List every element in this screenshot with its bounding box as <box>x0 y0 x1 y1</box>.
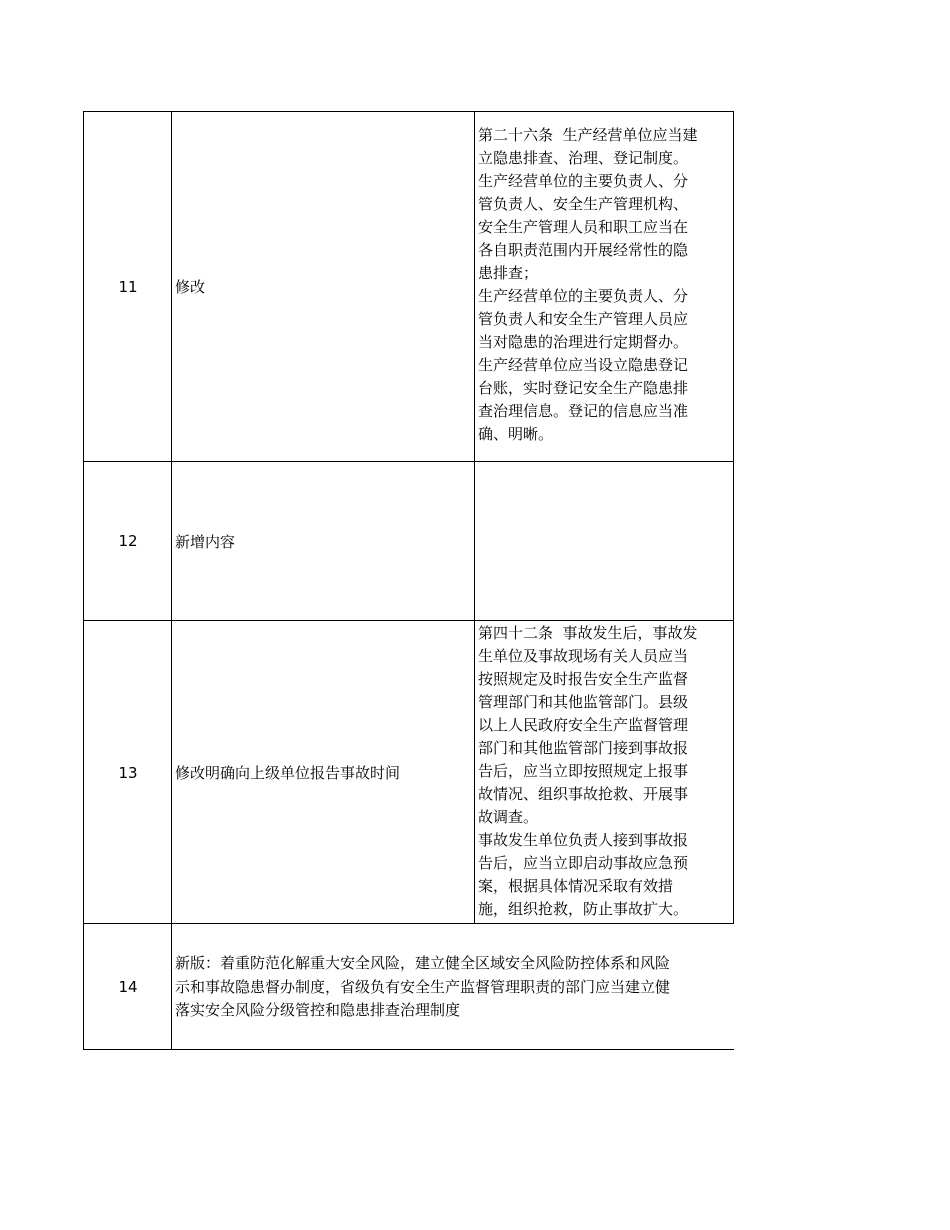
table-row-13 <box>83 620 734 924</box>
change-description: 修改明确向上级单位报告事故时间 <box>175 764 401 782</box>
merged-content-line: 示和事故隐患督办制度，省级负有安全生产监督管理职责的部门应当建立健 <box>175 977 671 996</box>
article-line: 生产经营单位的主要负责人、分 <box>478 287 689 305</box>
article-line: 第四十二条 事故发生后，事故发 <box>478 624 698 642</box>
article-line: 台账，实时登记安全生产隐患排 <box>478 379 689 397</box>
article-line: 告后，应当立即按照规定上报事 <box>478 762 689 780</box>
article-line: 故调查。 <box>478 808 539 826</box>
merged-content-line: 新版：着重防范化解重大安全风险，建立健全区域安全风险防控体系和风险 <box>175 954 671 972</box>
article-line: 各自职责范围内开展经常性的隐 <box>478 241 689 259</box>
article-line: 管理部门和其他监管部门。县级 <box>478 693 689 711</box>
merged-content-line: 落实安全风险分级管控和隐患排查治理制度 <box>175 1001 461 1019</box>
article-line: 查治理信息。登记的信息应当准 <box>478 402 689 420</box>
article-line: 第二十六条 生产经营单位应当建 <box>478 126 698 144</box>
row-number: 13 <box>118 763 138 782</box>
change-description-cell <box>171 111 475 461</box>
article-line: 按照规定及时报告安全生产监督 <box>478 670 689 688</box>
article-line: 以上人民政府安全生产监督管理 <box>478 716 689 734</box>
row-number: 11 <box>118 277 138 296</box>
change-description: 新增内容 <box>175 532 236 551</box>
article-text-cell <box>474 111 734 461</box>
spreadsheet-table <box>83 111 734 1051</box>
article-line: 患排查； <box>478 264 539 282</box>
change-description-cell <box>171 620 475 924</box>
article-line: 安全生产管理人员和职工应当在 <box>478 218 689 236</box>
article-line: 立隐患排查、治理、登记制度。 <box>478 149 689 167</box>
row-number-cell <box>83 111 172 461</box>
article-line: 事故发生单位负责人接到事故报 <box>478 831 689 849</box>
article-text-cell <box>474 461 734 620</box>
article-line: 故情况、组织事故抢救、开展事 <box>478 785 689 803</box>
change-description: 修改 <box>175 278 206 296</box>
article-line: 生单位及事故现场有关人员应当 <box>478 647 689 665</box>
table-row-12 <box>83 461 734 620</box>
article-line: 案，根据具体情况采取有效措 <box>478 877 674 895</box>
article-line: 告后，应当立即启动事故应急预 <box>478 854 689 872</box>
article-line: 确、明晰。 <box>478 425 554 443</box>
row-number-cell <box>83 923 172 1050</box>
change-description-cell <box>171 461 475 620</box>
row-number: 12 <box>118 532 138 550</box>
article-text-cell <box>474 620 734 924</box>
article-line: 当对隐患的治理进行定期督办。 <box>478 333 689 351</box>
table-bottom-border <box>83 1049 734 1050</box>
article-line: 管负责人、安全生产管理机构、 <box>478 195 689 213</box>
article-line: 施，组织抢救，防止事故扩大。 <box>478 900 689 918</box>
merged-content-cell <box>171 923 734 1050</box>
article-line: 生产经营单位应当设立隐患登记 <box>478 356 689 374</box>
row-number-cell <box>83 461 172 620</box>
article-line: 管负责人和安全生产管理人员应 <box>478 310 689 328</box>
row-number-cell <box>83 620 172 924</box>
table-row-11 <box>83 111 734 461</box>
article-line: 部门和其他监管部门接到事故报 <box>478 739 689 757</box>
row-number: 14 <box>118 978 138 996</box>
article-line: 生产经营单位的主要负责人、分 <box>478 172 689 190</box>
table-row-14 <box>83 923 734 1050</box>
